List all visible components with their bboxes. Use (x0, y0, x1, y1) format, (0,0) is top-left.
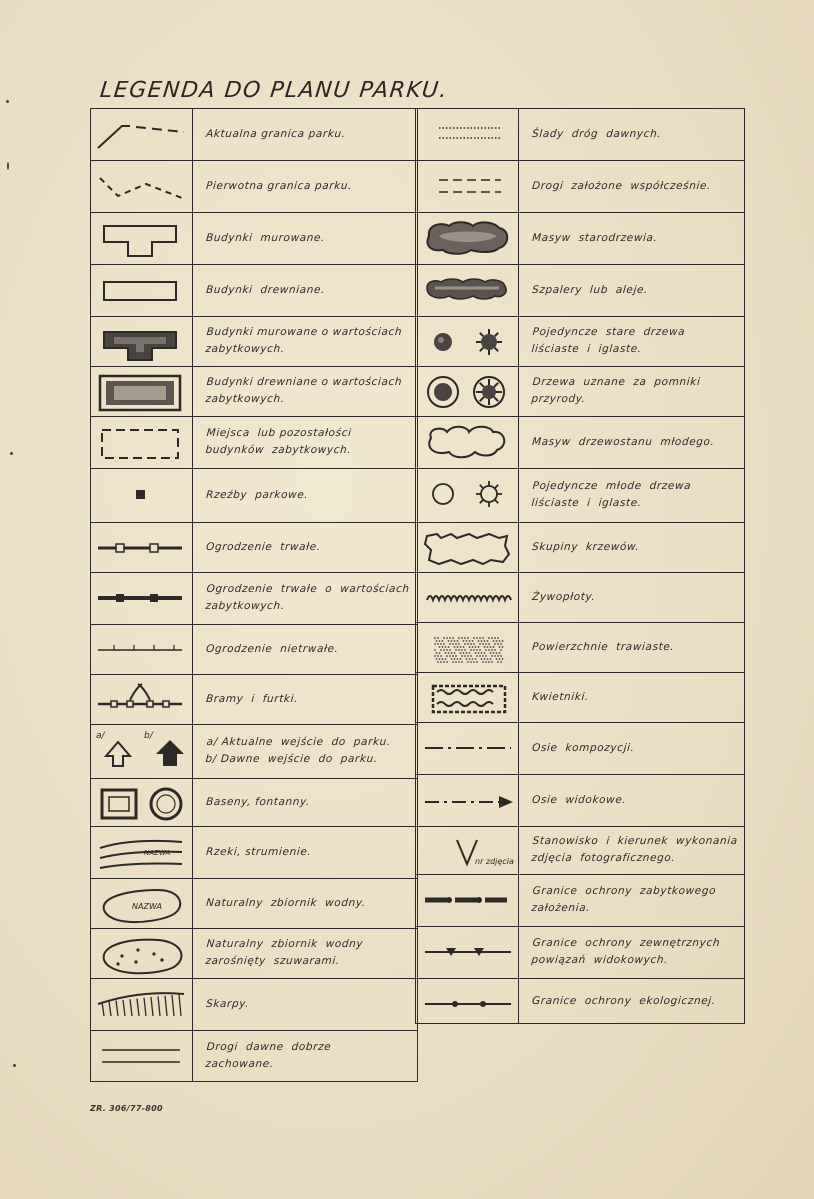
composition-axis-icon (417, 724, 516, 772)
left-row-divider (90, 468, 418, 469)
left-label-1: Aktualna granica parku. (205, 127, 347, 140)
wooden-building-icon (92, 266, 190, 314)
right-label-15: Stanowisko i kierunek wykonania zdjęcia fotograficznego. (531, 835, 739, 864)
right-row-divider (415, 316, 745, 317)
left-row-divider (90, 522, 418, 523)
margin-speck (7, 162, 9, 170)
right-label-6: Drzewa uznane za pomniki przyrody. (531, 376, 701, 405)
right-column-divider (518, 108, 519, 1024)
margin-speck (10, 452, 13, 455)
left-label-17: Naturalny zbiornik wodny zarośnięty szuwarami. (205, 938, 364, 967)
historic-masonry-building-icon (92, 318, 190, 364)
single-old-trees-icon (417, 318, 516, 364)
grass-area-icon (417, 624, 516, 670)
historic-wooden-building-icon (92, 368, 190, 414)
masonry-building-icon (92, 214, 190, 262)
print-reference: ZR. 306/77-800 (90, 1104, 163, 1113)
left-label-9: Ogrodzenie trwałe. (205, 540, 322, 553)
left-label-3: Budynki murowane. (205, 231, 326, 244)
right-label-18: Granice ochrony ekologicznej. (531, 994, 717, 1007)
left-row-divider (90, 212, 418, 213)
right-label-5: Pojedyncze stare drzewa liściaste i iglaste. (531, 326, 686, 355)
right-label-9: Skupiny krzewów. (531, 540, 640, 553)
park-sculpture-icon (92, 470, 190, 520)
margin-speck (6, 100, 9, 103)
left-row-divider (90, 572, 418, 573)
original-park-boundary-icon (92, 162, 190, 210)
right-row-divider (415, 416, 745, 417)
photo-point-icon (417, 828, 516, 872)
left-row-divider (90, 878, 418, 879)
old-road-preserved-icon (92, 1032, 190, 1080)
margin-speck (13, 1064, 16, 1067)
left-label-5: Budynki murowane o wartościach zabytkowych. (205, 326, 403, 355)
old-road-traces-icon (417, 110, 516, 158)
flowerbed-icon (417, 674, 516, 720)
right-row-divider (415, 212, 745, 213)
left-label-11: Ogrodzenie nietrwałe. (205, 642, 339, 655)
natural-monument-trees-icon (417, 368, 516, 414)
old-tree-stand-icon (417, 214, 516, 262)
right-label-8: Pojedyncze młode drzewa liściaste i iglaste. (531, 480, 692, 509)
left-row-divider (90, 624, 418, 625)
natural-pond-icon (92, 880, 190, 926)
svg-text:b/: b/ (144, 731, 153, 741)
left-label-8: Rzeźby parkowe. (205, 488, 309, 501)
left-label-4: Budynki drewniane. (205, 283, 326, 296)
right-row-divider (415, 522, 745, 523)
pool-fountain-icon (92, 780, 190, 824)
left-row-divider (90, 928, 418, 929)
right-row-divider (415, 468, 745, 469)
tree-alley-icon (417, 266, 516, 314)
right-label-2: Drogi założone współcześnie. (531, 179, 712, 192)
right-label-3: Masyw starodrzewia. (531, 231, 658, 244)
right-row-divider (415, 160, 745, 161)
view-axis-icon (417, 776, 516, 824)
escarpment-icon (92, 980, 190, 1028)
svg-text:NAZWA: NAZWA (132, 902, 162, 911)
right-label-11: Powierzchnie trawiaste. (531, 640, 675, 653)
right-row-divider (415, 572, 745, 573)
left-row-divider (90, 674, 418, 675)
svg-text:NAZWA: NAZWA (144, 849, 171, 857)
right-row-divider (415, 672, 745, 673)
right-row-divider (415, 366, 745, 367)
left-row-divider (90, 1030, 418, 1031)
gate-icon (92, 676, 190, 722)
left-label-7: Miejsca lub pozostałości budynków zabytkowych. (205, 427, 352, 456)
right-row-divider (415, 978, 745, 979)
historic-building-remains-icon (92, 418, 190, 466)
left-label-10: Ogrodzenie trwałe o wartościach zabytkowych. (205, 583, 411, 612)
river-icon (92, 828, 190, 876)
left-label-2: Pierwotna granica parku. (205, 179, 353, 192)
photo-number-label: nr zdjęcia (475, 857, 514, 866)
young-tree-stand-icon (417, 418, 516, 466)
page-title: LEGENDA DO PLANU PARKU. (98, 78, 450, 103)
external-view-protection-boundary-icon (417, 928, 516, 976)
right-label-14: Osie widokowe. (531, 793, 627, 806)
right-label-13: Osie kompozycji. (531, 741, 635, 754)
heritage-protection-boundary-icon (417, 876, 516, 924)
right-label-1: Ślady dróg dawnych. (531, 127, 662, 140)
right-row-divider (415, 926, 745, 927)
permanent-fence-icon (92, 524, 190, 570)
left-row-divider (90, 416, 418, 417)
right-label-7: Masyw drzewostanu młodego. (531, 435, 715, 448)
right-row-divider (415, 874, 745, 875)
left-row-divider (90, 826, 418, 827)
single-young-trees-icon (417, 470, 516, 520)
right-label-12: Kwietniki. (531, 690, 590, 703)
left-label-19: Drogi dawne dobrze zachowane. (205, 1041, 332, 1070)
right-label-10: Żywopłoty. (531, 590, 596, 603)
right-label-4: Szpalery lub aleje. (531, 283, 649, 296)
svg-text:a/: a/ (96, 731, 105, 741)
left-row-divider (90, 366, 418, 367)
modern-road-icon (417, 162, 516, 210)
left-row-divider (90, 778, 418, 779)
left-row-divider (90, 160, 418, 161)
left-label-16: Naturalny zbiornik wodny. (205, 896, 367, 909)
temporary-fence-icon (92, 626, 190, 672)
left-row-divider (90, 264, 418, 265)
right-row-divider (415, 264, 745, 265)
left-label-14: Baseny, fontanny. (205, 795, 311, 808)
park-entrance-icon (92, 726, 190, 776)
left-label-15: Rzeki, strumienie. (205, 845, 312, 858)
left-label-13: a/ Aktualne wejście do parku. b/ Dawne wejście do parku. (205, 736, 392, 765)
ecological-protection-boundary-icon (417, 980, 516, 1022)
historic-permanent-fence-icon (92, 574, 190, 622)
right-label-16: Granice ochrony zabytkowego założenia. (531, 885, 717, 914)
right-row-divider (415, 622, 745, 623)
left-row-divider (90, 724, 418, 725)
reedy-pond-icon (92, 930, 190, 976)
right-row-divider (415, 722, 745, 723)
left-label-18: Skarpy. (205, 997, 250, 1010)
right-row-divider (415, 826, 745, 827)
hedge-icon (417, 574, 516, 620)
left-label-12: Bramy i furtki. (205, 692, 299, 705)
right-label-17: Granice ochrony zewnętrznych powiązań widokowych. (531, 937, 721, 966)
current-park-boundary-icon (92, 110, 190, 158)
left-row-divider (90, 316, 418, 317)
left-label-6: Budynki drewniane o wartościach zabytkowych. (205, 376, 403, 405)
shrub-group-icon (417, 524, 516, 570)
right-row-divider (415, 774, 745, 775)
left-row-divider (90, 978, 418, 979)
left-column-divider (192, 108, 193, 1082)
